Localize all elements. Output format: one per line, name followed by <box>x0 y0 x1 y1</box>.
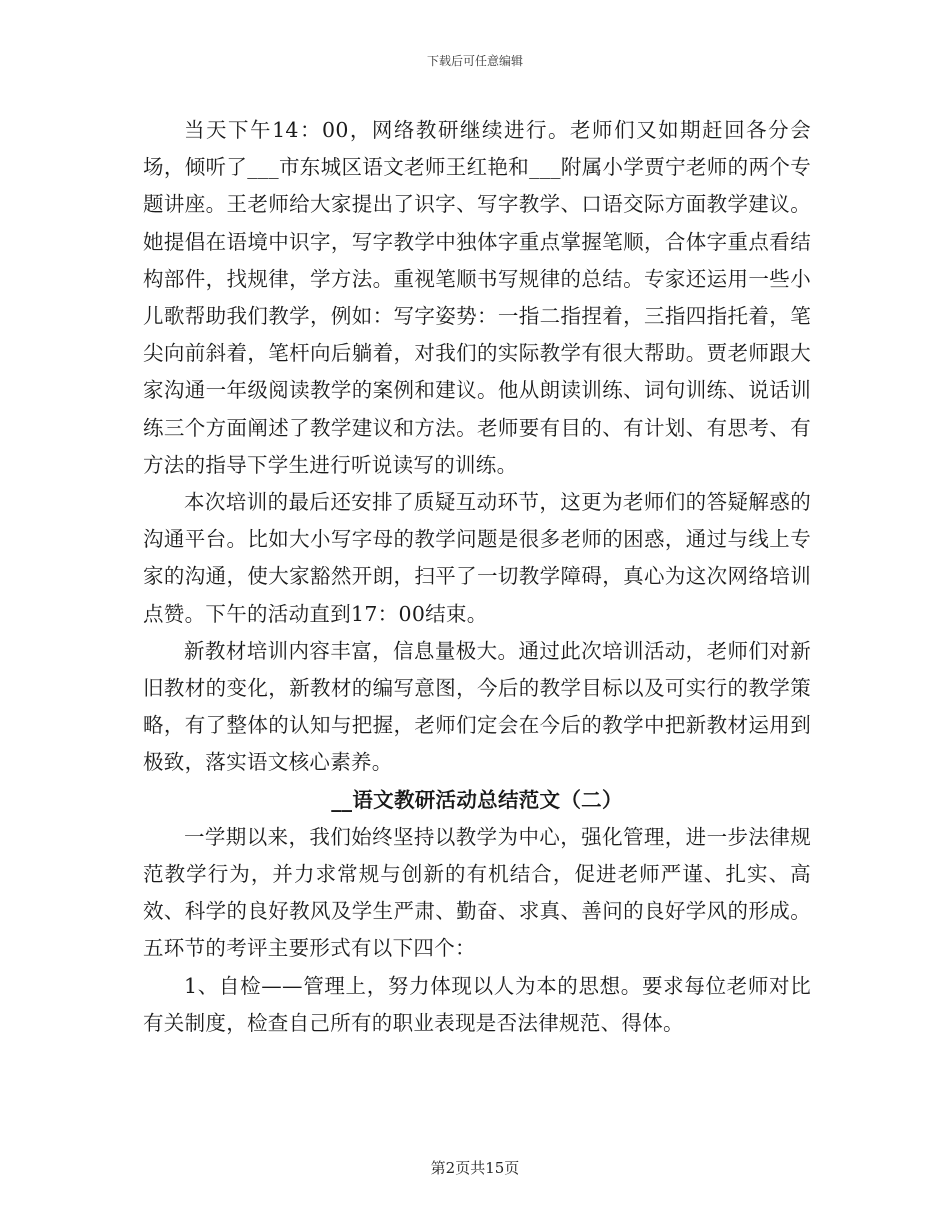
paragraph-self-check: 1、自检——管理上，努力体现以人为本的思想。要求每位老师对比有关制度，检查自己所有的职业表现是否法律规范、得体。 <box>143 973 811 1035</box>
section-heading: __语文教研活动总结范文（二） <box>331 787 623 812</box>
document-body <box>143 112 811 1042</box>
paragraph-semester-intro: 一学期以来，我们始终坚持以教学为中心，强化管理，进一步法律规范教学行为，并力求常规与创新的有机结合，促进老师严谨、扎实、高效、科学的良好教风及学生严肃、勤奋、求真、善问的良好学风的形成。五环节的考评主要形式有以下四个： <box>143 824 811 961</box>
page-header-note: 下载后可任意编辑 <box>426 54 523 68</box>
paragraph-training-summary: 新教材培训内容丰富，信息量极大。通过此次培训活动，老师们对新旧教材的变化，新教材的编写意图，今后的教学目标以及可实行的教学策略，有了整体的认知与把握，老师们定会在今后的教学中把新教材运用到极致，落实语文核心素养。 <box>143 638 811 775</box>
paragraph-afternoon-lectures: 当天下午14：00，网络教研继续进行。老师们又如期赶回各分会场，倾听了___市东城区语文老师王红艳和___附属小学贾宁老师的两个专题讲座。王老师给大家提出了识字、写字教学、口语交际方面教学建议。她提倡在语境中识字，写字教学中独体字重点掌握笔顺，合体字重点看结构部件，找规律，学方法。重视笔顺书写规律的总结。专家还运用一些小儿歌帮助我们教学，例如：写字姿势：一指二指捏着，三指四指托着，笔尖向前斜着，笔杆向后躺着，对我们的实际教学有很大帮助。贾老师跟大家沟通一年级阅读教学的案例和建议。他从朗读训练、词句训练、说话训练三个方面阐述了教学建议和方法。老师要有目的、有计划、有思考、有方法的指导下学生进行听说读写的训练。 <box>143 118 811 477</box>
page-number: 第2页共15页 <box>430 1159 520 1177</box>
paragraph-qa-session: 本次培训的最后还安排了质疑互动环节，这更为老师们的答疑解惑的沟通平台。比如大小写字母的教学问题是很多老师的困惑，通过与线上专家的沟通，使大家豁然开朗，扫平了一切教学障碍，真心为这次网络培训点赞。下午的活动直到17：00结束。 <box>143 490 811 626</box>
